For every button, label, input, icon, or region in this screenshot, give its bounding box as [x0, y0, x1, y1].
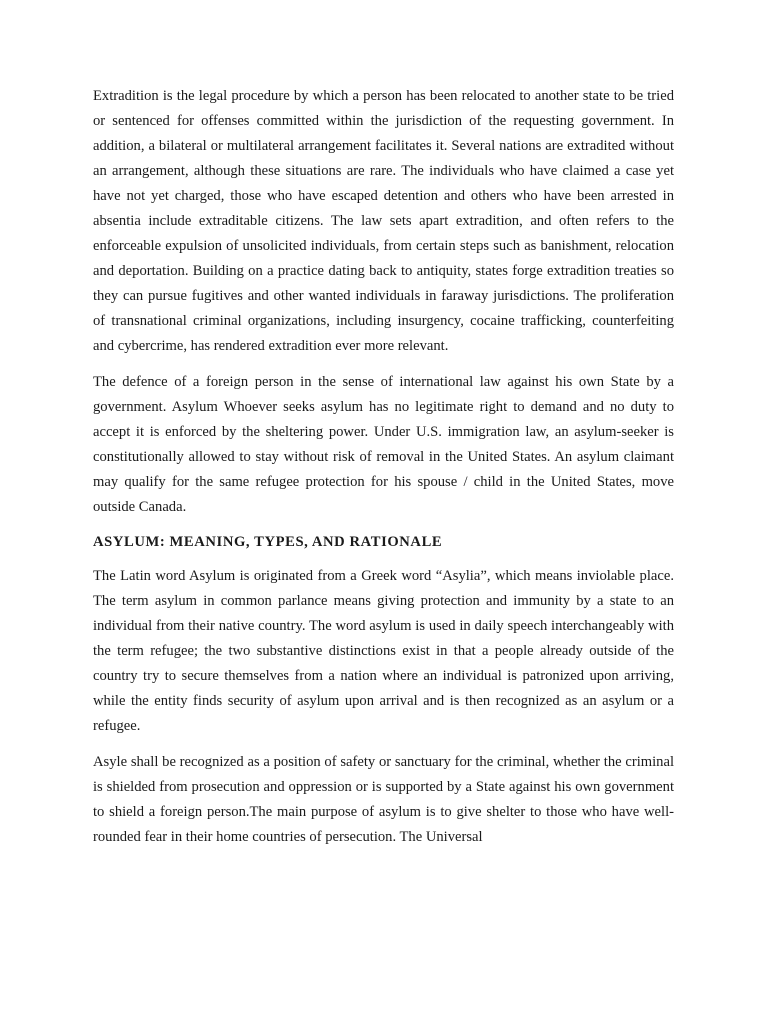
document-body: [93, 84, 674, 861]
paragraph-asyle: Asyle shall be recognized as a position of safety or sanctuary for the criminal, whether the criminal is shielded from prosecution and oppression or is supported by a State against his own government to shield a foreign person.The main purpose of asylum is to give shelter to those who have well-rounded fear in their home countries of persecution. The Universal: [93, 754, 674, 845]
section-heading: ASYLUM: MEANING, TYPES, AND RATIONALE: [93, 534, 443, 550]
paragraph-latin-word: The Latin word Asylum is originated from a Greek word “Asylia”, which means inviolable place. The term asylum in common parlance means giving protection and immunity by a state to an individual from their native country. The word asylum is used in daily speech interchangeably with the term refugee; the two substantive distinctions exist in that a people already outside of the country try to secure themselves from a nation where an individual is patronized upon arriving, while the entity finds security of asylum upon arrival and is then recognized as an asylum or a refugee.: [93, 568, 674, 734]
paragraph-defence: The defence of a foreign person in the sense of international law against his own State by a government. Asylum Whoever seeks asylum has no legitimate right to demand and no duty to accept it is enforced by the sheltering power. Under U.S. immigration law, an asylum-seeker is constitutionally allowed to stay without risk of removal in the United States. An asylum claimant may qualify for the same refugee protection for his spouse / child in the United States, move outside Canada.: [93, 374, 674, 515]
paragraph-extradition: Extradition is the legal procedure by which a person has been relocated to another state to be tried or sentenced for offenses committed within the jurisdiction of the requesting government. In addition, a bilateral or multilateral arrangement facilitates it. Several nations are extradited without an arrangement, although these situations are rare. The individuals who have claimed a case yet have not yet charged, those who have escaped detention and others who have been arrested in absentia include extraditable citizens. The law sets apart extradition, and often refers to the enforceable expulsion of unsolicited individuals, from certain steps such as banishment, relocation and deportation. Building on a practice dating back to antiquity, states forge extradition treaties so they can pursue fugitives and other wanted individuals in faraway jurisdictions. The proliferation of transnational criminal organizations, including insurgency, cocaine trafficking, counterfeiting and cybercrime, has rendered extradition ever more relevant.: [93, 88, 674, 354]
